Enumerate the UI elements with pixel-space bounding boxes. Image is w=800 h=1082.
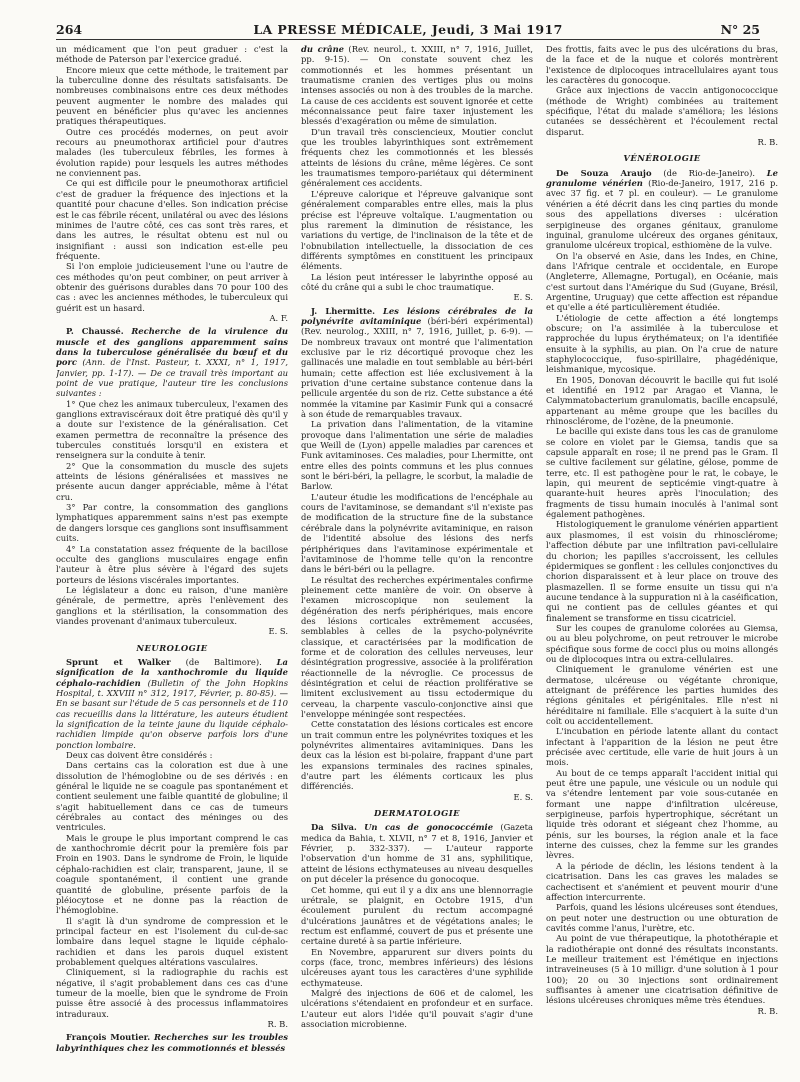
paragraph: Au bout de ce temps apparaît l'accident initial qui peut être une papule, une vésicule ou un nodule qui va s'étendre lentement par voie sous-cutanée en formant une nappe d'infiltration ulcéreuse, serpigineuse, parfois hypertrophique, sécrétant un liquide très odorant et siégeant chez l'homme, au pénis, sur les bourses, la région anale et la face interne des cuisses, chez la femme sur les grandes lèvres. (546, 767, 778, 861)
section-heading: NEUROLOGIE (136, 642, 208, 653)
signature: R. B. (757, 1005, 778, 1016)
paragraph: Si l'on emploie judicieusement l'une ou l'autre de ces méthodes qu'on peut combiner, on peut arriver à obtenir des guérisons durables dans 70 pour 100 des cas : avec les anciennes méthodes, le tuberculeux qui guérit est un hasard. (56, 261, 288, 313)
paragraph: Le législateur a donc eu raison, d'une manière générale, de permettre, après l'enlèvement des ganglions et la stérilisation, la consommation des viandes provenant d'animaux tuberculeux. (56, 584, 288, 626)
article-reference: (Rio-de-Janeiro, 1917, 216 p. avec 37 fig. et 7 pl. en couleur). — Le granulome vénérien a été décrit dans les cinq parties du monde sous des appellations diverses : ulcération serpigineuse des organes génitaux, granulome inguinal, granulome ulcéreux des organes génitaux, granulome ulcéreux tropical, esthiomène de la vulve. (546, 178, 778, 251)
running-title (56, 22, 760, 37)
paragraph: Cette constatation des lésions corticales est encore un trait commun entre les polynévrites toxiques et les polynévrites alimentaires avitaminiques. Dans les deux cas la lésion est bi-polaire, frappant d'une part les expansions terminales des racines spinales, d'autre part les éléments corticaux les plus différenciés. (301, 719, 533, 792)
paragraph: L'incubation en période latente allant du contact infectant à l'apparition de la lésion ne peut être précisée avec certitude, elle varie de huit jours à un mois. (546, 726, 778, 768)
header-rule (56, 39, 760, 40)
article-title: Le granulome vénérien (546, 167, 778, 189)
paragraph: 2° Que la consommation du muscle des sujets atteints de lésions généralisées et massives ne présente aucun danger appréciable, même à l'état cru. (56, 460, 288, 502)
page-header (56, 22, 760, 38)
paragraph: Outre ces procédés modernes, on peut avoir recours au pneumothorax artificiel pour d'autres malades (les tuberculeux fébriles, les formes à évolution rapide) pour lesquels les autres méthodes ne conviennent pas. (56, 126, 288, 179)
page-number: 264 (56, 22, 83, 37)
article-author: Da Silva. (311, 822, 357, 833)
paragraph: A la période de déclin, les lésions tendent à la cicatrisation. Dans les cas graves les malades se cachectisent et s'anémient et peuvent mourir d'une affection intercurrente. (546, 860, 778, 902)
column-1 (56, 44, 288, 1072)
article-author: J. Lhermitte. (311, 305, 376, 316)
paragraph: L'auteur étudie les modifications de l'encéphale au cours de l'avitaminose, se demandant s'il n'existe pas de modification de la structure fine de la substance cérébrale dans la polynévrite avitaminique, en raison de l'identité absolue des lésions des nerfs périphériques dans l'avitaminose expérimentale et l'avitaminose de l'homme telle qu'on la rencontre dans le béri-béri ou la pellagre. (301, 491, 533, 575)
paragraph: Au point de vue thérapeutique, la photothérapie et la radiothérapie ont donné des résultats inconstants. Le meilleur traitement est l'émétique en injections intraveineuses (5 à 10 milligr. d'une solution à 1 pour 100); 20 ou 30 injections sont ordinairement suffisantes à amener une cicatrisation définitive de lésions ulcéreuses chroniques même très étendues. (546, 933, 778, 1006)
paragraph: D'un travail très consciencieux, Moutier conclut que les troubles labyrinthiques sont extrêmement fréquents chez les commotionnés et les blessés atteints de lésions du crâne, même légères. Ce sont les traumatismes temporo-pariétaux qui déterminent généralement ces accidents. (301, 126, 533, 189)
paragraph: Des frottis, faits avec le pus des ulcérations du bras, de la face et de la nuque et colorés montrèrent l'existence de diplocoques intracellulaires ayant tous les caractères du gonocoque. (546, 44, 778, 86)
journal-title: LA PRESSE MÉDICALE, (253, 22, 428, 37)
paragraph: Le résultat des recherches expérimentales confirme pleinement cette manière de voir. On observe à l'examen microscopique non seulement la dégénération des nerfs périphériques, mais encore des lésions corticales extrêmement accusées, semblables à celles de la psycho-polynévrite classique, et caractérisées par la modification de forme et de coloration des cellules nerveuses, leur désintégration progressive, associée à la prolifération réactionnelle de la névroglie. Ce processus de désintégration et celui de réaction proliférative se limitent exclusivement au tissu ectodermique du cerveau, la charpente vasculo-conjonctive ainsi que l'enveloppe méningée sont respectées. (301, 574, 533, 719)
paragraph: Histologiquement le granulome vénérien appartient aux plasmomes, il est voisin du rhinosclérome; l'affection débute par une infiltration pavi-cellulaire du chorion; les papilles s'accroissent, les cellules épidermiques se gonflent : les cellules conjonctives du chorion disparaissent et à leur place on trouve des plasmazellen. Il se forme ensuite un tissu qui n'a aucune tendance à la suppuration ni à la caséification, qui ne contient pas de cellules géantes et qui finalement se transforme en tissu cicatriciel. (546, 519, 778, 623)
paragraph: Mais le groupe le plus important comprend le cas de xanthochromie décrit pour la première fois par Froin en 1903. Dans le syndrome de Froin, le liquide céphalo-rachidien est clair, transparent, jaune, il se coagule spontanément, il contient une grande quantité de globuline, présente parfois de la pléiocytose et ne donne pas la réaction de l'hémoglobine. (56, 832, 288, 916)
paragraph: Cliniquement le granulome vénérien est une dermatose, ulcéreuse ou végétante chronique, atteignant de préférence les parties humides des régions génitales et périgénitales. Elle n'est ni héréditaire ni familiale. Elle s'acquiert à la suite d'un coït ou accidentellement. (546, 664, 778, 726)
article-title: Recherche de la virulence du muscle et des ganglions apparemment sains dans la tuberculose généralisée du bœuf et du porc (56, 326, 288, 368)
article-heading (56, 1032, 288, 1053)
signature: E. S. (268, 626, 288, 637)
column-3 (546, 44, 778, 1072)
signature: E. S. (513, 791, 533, 802)
paragraph: La lésion peut intéresser le labyrinthe opposé au côté du crâne qui a subi le choc traumatique. (301, 271, 533, 292)
article-reference: (béri-béri expérimental) (Rev. neurolog., XXIII, n° 7, 1916, Juillet, p. 6-9). — De nombreux travaux ont montré que l'alimentation exclusive par le riz décortiqué provoque chez les gallinacés une maladie en tout semblable au béri-béri humain; cette affection est liée exclusivement à la privation d'une certaine substance contenue dans la pellicule argentée du son de riz. Cette substance a été nommée la vitamine par Kasimir Funk qui a consacré à son étude de remarquables travaux. (301, 315, 533, 420)
article-heading (56, 657, 288, 750)
section-heading: VÉNÉROLOGIE (623, 153, 701, 164)
paragraph: Cliniquement, si la radiographie du rachis est négative, il s'agit probablement dans ces cas d'une tumeur de la moelle, bien que le syndrome de Froin puisse être associé à des processus inflammatoires intraduraux. (56, 967, 288, 1019)
paragraph: 1° Que chez les animaux tuberculeux, l'examen des ganglions extraviscéraux doit être pratiqué dès qu'il y a doute sur l'existence de la généralisation. Cet examen permettra de reconnaître la présence des tubercules constitués lorsqu'il en existera et renseignera sur la conduite à tenir. (56, 398, 288, 461)
article-author: Sprunt et Walker (66, 656, 171, 667)
article-title: Recherches sur les troubles labyrinthiques chez les commotionnés et blessés (56, 1032, 288, 1053)
paragraph: Grâce aux injections de vaccin antigonococcique (méthode de Wright) combinées au traitement spécifique, l'état du malade s'améliora; les lésions cutanées se desséchèrent et l'écoulement rectal disparut. (546, 85, 778, 137)
paragraph: Parfois, quand les lésions ulcéreuses sont étendues, on peut noter une destruction ou une obturation de cavités comme l'anus, l'urètre, etc. (546, 902, 778, 933)
article-title-continued: du crâne (301, 44, 344, 54)
paragraph: 3° Par contre, la consommation des ganglions lymphatiques apparemment sains n'est pas exempte de dangers lorsque ces ganglions sont insuffisamment cuits. (56, 502, 288, 544)
paragraph: Il s'agit là d'un syndrome de compression et le principal facteur en est l'isolement du cul-de-sac lombaire dans lequel stagne le liquide céphalo-rachidien et dans les parois duquel existent probablement quelques altérations vasculaires. (56, 915, 288, 967)
paragraph: L'épreuve calorique et l'épreuve galvanique sont généralement comparables entre elles, mais la plus précise est l'épreuve voltaïque. L'augmentation ou plus rarement la diminution de résistance, les variations du vertige, de l'inclinaison de la tête et de l'obnubilation intellectuelle, la dissociation de ces différents symptômes en constituent les principaux éléments. (301, 188, 533, 272)
article-heading (301, 306, 533, 420)
article-author: P. Chaussé. (66, 326, 124, 337)
article-author: De Souza Araujo (556, 167, 652, 178)
paragraph: On l'a observé en Asie, dans les Indes, en Chine, dans l'Afrique centrale et occidentale, en Europe (Angleterre, Allemagne, Portugal), en Océanie, mais c'est surtout dans l'Amérique du Sud (Guyane, Brésil, Argentine, Uruguay) que cette affection est répandue et qu'elle a été particulièrement étudiée. (546, 250, 778, 313)
paragraph: Le bacille qui existe dans tous les cas de granulome se colore en violet par le Giemsa, tandis que sa capsule apparaît en rose; il ne prend pas le Gram. Il se cultive facilement sur gélatine, gélose, pomme de terre, etc. Il est pathogène pour le rat, le cobaye, le lapin, qui meurent de septicémie vingt-quatre à quarante-huit heures après l'inoculation; des fragments de tissu humain inoculés à l'animal sont également pathogènes. (546, 426, 778, 520)
article-title: Les lésions cérébrales de la polynévrite avitaminique (301, 305, 533, 326)
article-title: Un cas de gonococcémie (364, 822, 494, 833)
article-reference: (Ann. de l'Inst. Pasteur, t. XXXI, n° 1, 1917, Janvier, pp. 1-17). — De ce travail très important au point de vue pratique, l'auteur tire les conclusions suivantes : (56, 357, 288, 399)
signature: A. F. (269, 312, 288, 323)
signature: E. S. (513, 292, 533, 303)
paragraph: un médicament que l'on peut graduer : c'est la méthode de Paterson par l'exercice gradué. (56, 44, 288, 65)
article-heading (546, 168, 778, 251)
paragraph: Cet homme, qui eut il y a dix ans une blennorragie urétrale, se plaignit, en Octobre 1915, d'un écoulement purulent du rectum accompagné d'ulcérations jaunâtres et de végétations anales; le rectum est enflammé, couvert de pus et présente une certaine dureté à sa partie inférieure. (301, 884, 533, 947)
article-reference: (Rev. neurol., t. XXIII, n° 7, 1916, Juillet, pp. 9-15). — On constate souvent chez les commotionnés et les hommes présentant un traumatisme cranien des vertiges plus ou moins intenses associés ou non à des troubles de la marche. La cause de ces accidents est souvent ignorée et cette méconnaissance peut faire taxer injustement les blessés d'exagération ou même de simulation. (301, 44, 533, 127)
column-2 (301, 44, 533, 1072)
paragraph: Encore mieux que cette méthode, le traitement par la tuberculine donne des résultats satisfaisants. De nombreuses combinaisons entre ces deux méthodes peuvent augmenter le nombre des malades qui peuvent en bénéficier plus qu'avec les anciennes pratiques thérapeutiques. (56, 64, 288, 127)
issue-number: N° 25 (720, 22, 760, 37)
article-heading (56, 326, 288, 398)
paragraph: L'étiologie de cette affection a été longtemps obscure; on l'a assimilée à la tuberculose et rapprochée du lupus érythémateux; on l'a identifiée ensuite à la syphilis, au pian. On l'a crue de nature staphylococcique, fuso-spirillaire, phagédénique, leishmanique, mycosique. (546, 312, 778, 375)
signature: R. B. (267, 1018, 288, 1029)
paragraph: Dans certains cas la coloration est due à une dissolution de l'hémoglobine ou de ses dérivés : en général le liquide ne se coagule pas spontanément et contient seulement une faible quantité de globuline; il s'agit habituellement dans ce cas de tumeurs cérébrales au contact des méninges ou des ventricules. (56, 760, 288, 833)
issue-date: Jeudi, 3 Mai 1917 (431, 22, 563, 37)
article-author: François Moutier. (66, 1032, 151, 1043)
paragraph: La privation dans l'alimentation, de la vitamine provoque dans l'alimentation une série de maladies que Weill de (Lyon) appelle maladies par carences et Funk avitaminoses. Ces maladies, pour Lhermitte, ont entre elles des points communs et les plus connues sont le béri-béri, la pellagre, le scorbut, la maladie de Barlow. (301, 419, 533, 492)
paragraph: Malgré des injections de 606 et de calomel, les ulcérations s'étendaient en profondeur et en surface. L'auteur eut alors l'idée qu'il pouvait s'agir d'une association microbienne. (301, 987, 533, 1029)
paragraph (301, 44, 533, 127)
paragraph: 4° La constatation assez fréquente de la bacillose occulte des ganglions musculaires engage enfin l'auteur à être plus sévère à l'égard des sujets porteurs de lésions viscérales importantes. (56, 543, 288, 585)
article-affiliation: (de Baltimore). (185, 656, 262, 667)
article-reference: (Gazeta medica da Bahia, t. XLVII, n° 7 et 8, 1916, Janvier et Février, p. 332-337). — L'auteur rapporte l'observation d'un homme de 31 ans, syphilitique, atteint de lésions ecthymateuses au niveau desquelles on put déceler la présence du gonocoque. (301, 822, 533, 885)
paragraph: Sur les coupes de granulome colorées au Giemsa, ou au bleu polychrome, on peut retrouver le microbe spécifique sous forme de cocci plus ou moins allongés ou de diplocoques intra ou extra-cellulaires. (546, 622, 778, 664)
paragraph: En 1905, Donovan découvrit le bacille qui fut isolé et identifié en 1912 par Aragao et Vianna, le Calymmatobacterium granulomatis, bacille encapsulé, appartenant au même groupe que les bacilles du rhinosclérome, de l'ozène, de la pneumonie. (546, 374, 778, 427)
signature: R. B. (757, 137, 778, 148)
paragraph: En Novembre, apparurent sur divers points du corps (face, tronc, membres inférieurs) des lésions ulcéreuses ayant tous les caractères d'une syphilide ecthymateuse. (301, 946, 533, 988)
article-heading (301, 822, 533, 884)
paragraph: Ce qui est difficile pour le pneumothorax artificiel c'est de graduer la fréquence des injections et la quantité pour chacune d'elles. Son indication précise est le cas fébrile récent, unilatéral ou avec des lésions minimes de l'autre côté, ces cas sont très rares, et dans les autres, le résultat obtenu est nul ou insignifiant : aussi son indication est-elle peu fréquente. (56, 178, 288, 261)
section-heading: DERMATOLOGIE (373, 808, 461, 819)
paragraph: Deux cas doivent être considérés : (66, 750, 213, 761)
article-title: La signification de la xanthochromie du liquide céphalo-rachidien (56, 656, 288, 688)
article-affiliation: (de Rio-de-Janeiro). (663, 167, 756, 178)
article-reference: (Bulletin of the John Hopkins Hospital, t. XXVIII n° 312, 1917, Février, p. 80-85). — En se basant sur l'étude de 5 cas personnels et de 110 cas recueillis dans la littérature, les auteurs étudient la signification de la teinte jaune du liquide céphalo-rachidien limpide qu'on observe parfois lors d'une ponction lombaire. (56, 677, 288, 750)
